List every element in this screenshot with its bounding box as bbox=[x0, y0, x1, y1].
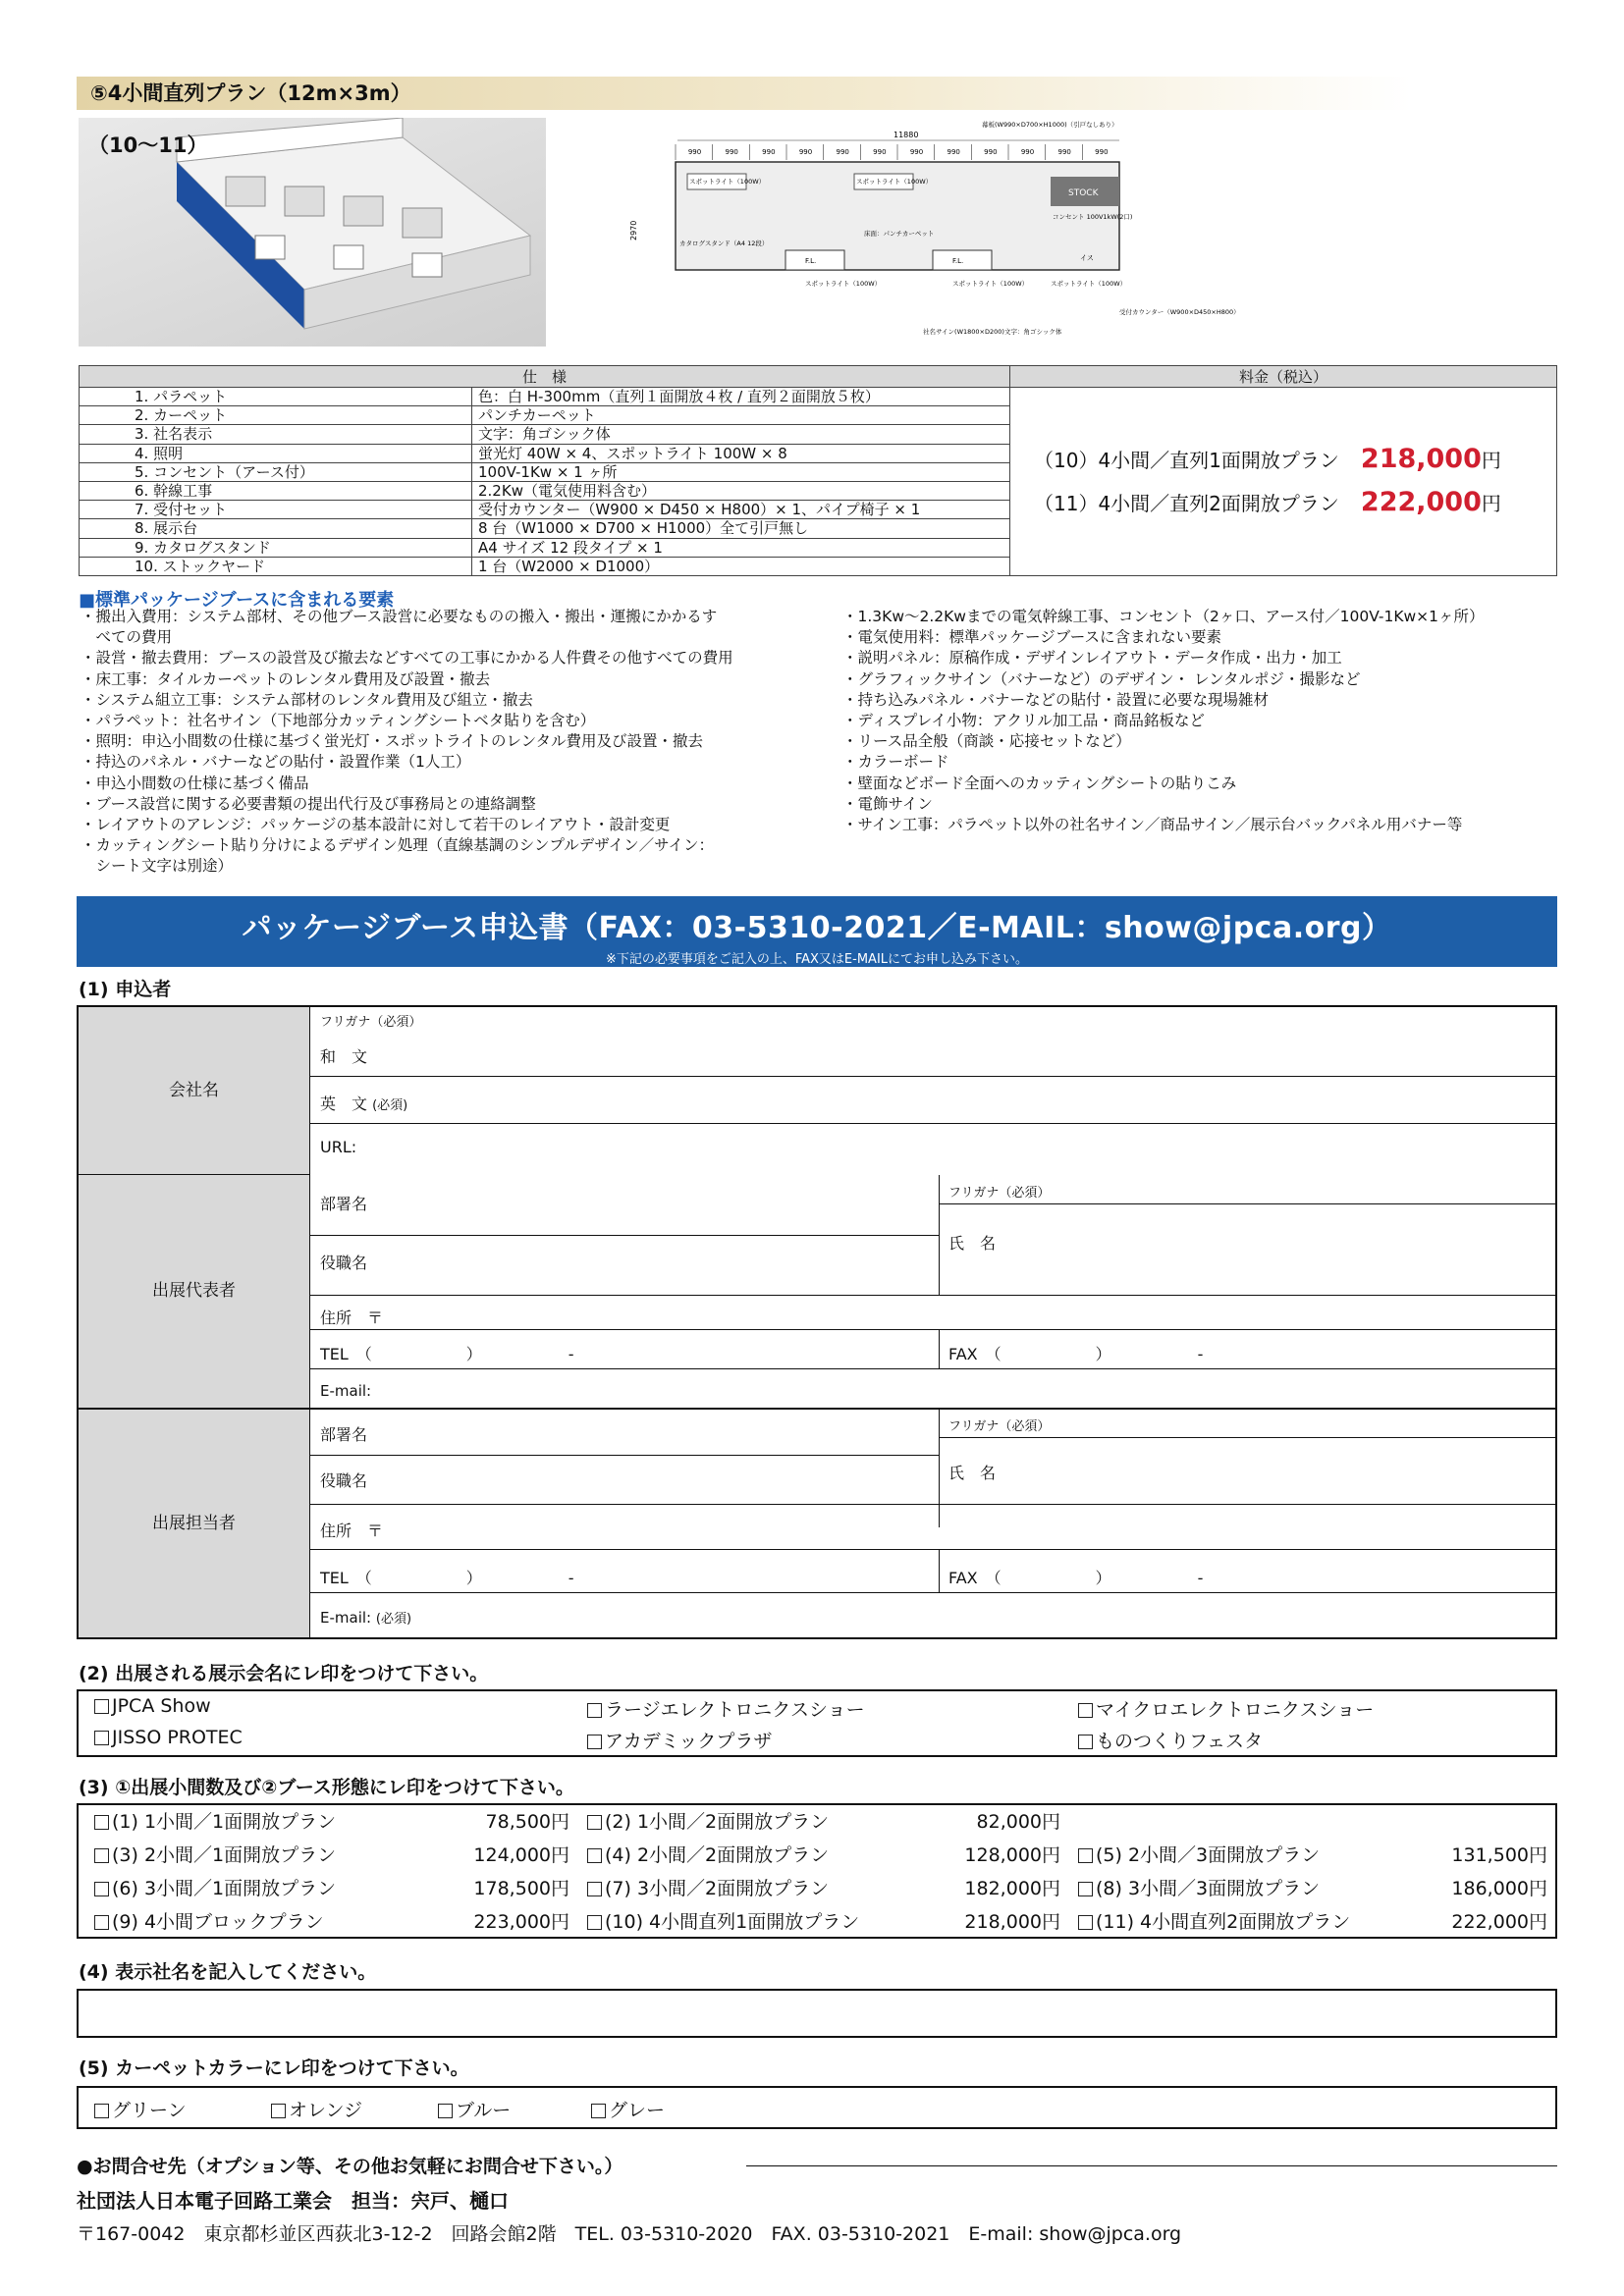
photo-label: （10〜11） bbox=[88, 133, 208, 157]
plan-option-label: (3) 2小間／1面開放プラン bbox=[112, 1844, 337, 1866]
plan-option-label: (9) 4小間ブロックプラン bbox=[112, 1911, 324, 1933]
plan-segment-dim: 990 bbox=[1095, 148, 1109, 156]
floor-plan-diagram bbox=[628, 113, 1237, 353]
rep-furigana: フリガナ（必須） bbox=[948, 1186, 1051, 1201]
plan-option[interactable] bbox=[94, 1872, 569, 1905]
price-amount: 222,000 bbox=[1360, 487, 1482, 518]
plan-option-price: 78,500円 bbox=[485, 1811, 569, 1833]
price-line bbox=[1034, 481, 1556, 524]
show-option[interactable] bbox=[94, 1727, 243, 1748]
company-url-input[interactable] bbox=[373, 1125, 1551, 1170]
company-eibun-input[interactable] bbox=[412, 1078, 1551, 1121]
price-amount: 218,000 bbox=[1360, 444, 1482, 475]
carpet-option-label: ブルー bbox=[456, 2100, 512, 2121]
spec-name: 8. 展示台 bbox=[80, 519, 472, 538]
spec-value: 100V-1Kw × 1 ヶ所 bbox=[472, 462, 1010, 481]
rep-name-label: 氏 名 bbox=[948, 1234, 997, 1253]
plan-option-price: 131,500円 bbox=[1451, 1844, 1547, 1866]
checkbox[interactable] bbox=[587, 1915, 602, 1930]
plan-segment-dim: 990 bbox=[836, 148, 849, 156]
plan-segment-dim: 990 bbox=[873, 148, 887, 156]
company-eibun-label: 英 文 (必須) bbox=[320, 1095, 408, 1113]
spec-value: A4 サイズ 12 段タイプ × 1 bbox=[472, 538, 1010, 557]
plan-segment-dim: 990 bbox=[947, 148, 960, 156]
show-option[interactable] bbox=[1078, 1727, 1263, 1753]
plan-spot-a: スポットライト（100W） bbox=[689, 178, 766, 186]
rep-tel-label: TEL （ ） - bbox=[320, 1345, 574, 1363]
standard-item: ・カラーボード bbox=[842, 753, 949, 772]
checkbox[interactable] bbox=[587, 1735, 602, 1749]
plan-option-label: (1) 1小間／1面開放プラン bbox=[112, 1811, 337, 1833]
rep-title-label: 役職名 bbox=[320, 1254, 368, 1272]
standard-item: ・ディスプレイ小物：アクリル加工品・商品銘板など bbox=[842, 712, 1205, 730]
show-option-label: JISSO PROTEC bbox=[112, 1727, 243, 1748]
rep-label: 出展代表者 bbox=[79, 1175, 310, 1408]
checkbox[interactable] bbox=[1078, 1915, 1093, 1930]
plan-option-price: 186,000円 bbox=[1451, 1878, 1547, 1899]
spec-name: 7. 受付セット bbox=[80, 501, 472, 519]
plan-fl1: F.L. bbox=[805, 257, 817, 265]
banner-title: パッケージブース申込書（FAX：03-5310-2021／E-MAIL：show@jpca.org） bbox=[242, 911, 1392, 945]
carpet-option[interactable] bbox=[438, 2096, 511, 2122]
plan-option-label: (7) 3小間／2面開放プラン bbox=[605, 1878, 830, 1899]
contact-label: 出展担当者 bbox=[79, 1410, 310, 1637]
spec-name: 3. 社名表示 bbox=[80, 425, 472, 444]
company-furigana: フリガナ（必須） bbox=[320, 1015, 422, 1030]
contact-tel-label: TEL （ ） - bbox=[320, 1569, 574, 1587]
plan-option[interactable] bbox=[94, 1839, 569, 1872]
spec-row bbox=[80, 388, 1557, 406]
standard-item: ・1.3Kw〜2.2Kwまでの電気幹線工事、コンセント（2ヶ口、アース付／100V-1Kw×1ヶ所） bbox=[842, 608, 1485, 625]
spec-header: 仕 様 bbox=[80, 366, 1010, 388]
plan-counter: 受付カウンター（W900×D450×H800） bbox=[1119, 308, 1237, 316]
checkbox[interactable] bbox=[587, 1848, 602, 1863]
rep-email-label: E-mail: bbox=[320, 1382, 372, 1400]
applicant-heading: (1) 申込者 bbox=[79, 979, 172, 1000]
spec-name: 9. カタログスタンド bbox=[80, 538, 472, 557]
footer-contact: ●お問合せ先（オプション等、その他お気軽にお問合せ下さい。） bbox=[77, 2156, 623, 2177]
plan-width-dim: 11880 bbox=[893, 131, 919, 139]
applicant-form bbox=[77, 1005, 1557, 1639]
plan-depth-dim: 2970 bbox=[629, 220, 638, 240]
standard-item: べての費用 bbox=[81, 628, 173, 647]
show-option[interactable] bbox=[1078, 1695, 1374, 1722]
spec-value: 8 台（W1000 × D700 × H1000）全て引戸無し bbox=[472, 519, 1010, 538]
checkbox[interactable] bbox=[94, 1848, 109, 1863]
spec-value: 2.2Kw（電気使用料含む） bbox=[472, 481, 1010, 500]
spec-value: 蛍光灯 40W × 4、スポットライト 100W × 8 bbox=[472, 444, 1010, 462]
checkbox[interactable] bbox=[271, 2104, 286, 2118]
show-option-label: アカデミックプラザ bbox=[605, 1731, 773, 1752]
plans-box bbox=[77, 1803, 1557, 1939]
price-label: （11）4小間／直列2面開放プラン bbox=[1034, 492, 1339, 516]
shows-box bbox=[77, 1689, 1557, 1757]
show-option-label: JPCA Show bbox=[112, 1695, 211, 1717]
standard-item: ・設営・撤去費用：ブースの設営及び撤去などすべての工事にかかる人件費その他すべての費用 bbox=[81, 649, 733, 667]
application-banner bbox=[77, 896, 1557, 967]
standard-item: ・サイン工事：パラペット以外の社名サイン／商品サイン／展示台バックパネル用バナー等 bbox=[842, 816, 1463, 834]
show-option[interactable] bbox=[94, 1695, 211, 1717]
standard-item: ・ブース設営に関する必要書類の提出代行及び事務局との連絡調整 bbox=[81, 794, 536, 813]
price-cell bbox=[1010, 388, 1557, 576]
spec-value: パンチカーペット bbox=[472, 406, 1010, 425]
checkbox[interactable] bbox=[1078, 1735, 1093, 1749]
company-url-label: URL: bbox=[320, 1138, 357, 1156]
checkbox[interactable] bbox=[94, 1882, 109, 1896]
checkbox[interactable] bbox=[587, 1882, 602, 1896]
plan-option-price: 178,500円 bbox=[473, 1878, 569, 1899]
plan-sign: 社名サイン(W1800×D200)文字：角ゴシック体 bbox=[923, 328, 1062, 336]
price-unit: 円 bbox=[1481, 492, 1501, 516]
plan-option-label: (8) 3小間／3面開放プラン bbox=[1096, 1878, 1321, 1899]
show-option-label: ものつくりフェスタ bbox=[1096, 1731, 1264, 1752]
footer-org: 社団法人日本電子回路工業会 担当：宍戸、樋口 bbox=[77, 2189, 509, 2213]
spec-value: 1 台（W2000 × D1000） bbox=[472, 557, 1010, 575]
spec-name: 5. コンセント（アース付） bbox=[80, 462, 472, 481]
standard-item: ・持ち込みパネル・バナーなどの貼付・設置に必要な現場雑材 bbox=[842, 690, 1270, 709]
price-unit: 円 bbox=[1481, 449, 1501, 473]
plan-option[interactable] bbox=[587, 1839, 1060, 1872]
spec-name: 4. 照明 bbox=[80, 444, 472, 462]
carpet-option-label: オレンジ bbox=[289, 2100, 363, 2121]
plan-option-price: 128,000円 bbox=[964, 1844, 1060, 1866]
plan-option[interactable] bbox=[587, 1805, 1060, 1839]
show-option-label: ラージエレクトロニクスショー bbox=[605, 1699, 865, 1721]
standard-item: ・システム組立工事：システム部材のレンタル費用及び組立・撤去 bbox=[81, 690, 533, 709]
standard-list-right bbox=[842, 607, 1569, 835]
standard-item: ・持込のパネル・バナーなどの貼付・設置作業（1人工） bbox=[81, 753, 471, 772]
spec-name: 6. 幹線工事 bbox=[80, 481, 472, 500]
plan-option-price: 218,000円 bbox=[964, 1911, 1060, 1933]
checkbox[interactable] bbox=[591, 2104, 606, 2118]
plan-fl2: F.L. bbox=[952, 257, 964, 265]
contact-dept-label: 部署名 bbox=[320, 1425, 368, 1444]
checkbox[interactable] bbox=[587, 1815, 602, 1830]
contact-fax-label: FAX （ ） - bbox=[948, 1569, 1204, 1587]
contact-email-label: E-mail: (必須) bbox=[320, 1609, 412, 1627]
company-wabun-input[interactable] bbox=[403, 1033, 1551, 1072]
plan-option-price: 223,000円 bbox=[473, 1911, 569, 1933]
spec-value: 文字：角ゴシック体 bbox=[472, 425, 1010, 444]
checkbox[interactable] bbox=[1078, 1848, 1093, 1863]
plan-segment-dim: 990 bbox=[798, 148, 813, 156]
plan-option-price: 222,000円 bbox=[1451, 1911, 1547, 1933]
plan-catalog: カタログスタンド（A4 12段） bbox=[679, 240, 769, 247]
plan-option-price: 182,000円 bbox=[964, 1878, 1060, 1899]
carpet-option[interactable] bbox=[271, 2096, 362, 2122]
checkbox[interactable] bbox=[94, 2104, 109, 2118]
spec-table bbox=[79, 365, 1557, 576]
section-title: ⑤4小間直列プラン（12m×3m） bbox=[77, 77, 1412, 110]
plan-option-label: (10) 4小間直列1面開放プラン bbox=[605, 1911, 860, 1933]
plan-spot-c: スポットライト（100W） bbox=[805, 280, 882, 288]
plan-segment-dim: 990 bbox=[687, 148, 702, 156]
standard-list-left bbox=[81, 607, 807, 878]
price-header: 料金（税込） bbox=[1010, 366, 1557, 388]
standard-item: ・照明：申込小間数の仕様に基づく蛍光灯・スポットライトのレンタル費用及び設置・撤去 bbox=[81, 732, 704, 751]
plan-outlet: コンセント 100V1kW(2口) bbox=[1053, 213, 1133, 221]
checkbox[interactable] bbox=[1078, 1882, 1093, 1896]
booth-image bbox=[79, 118, 546, 347]
carpet-heading: (5) カーペットカラーにレ印をつけて下さい。 bbox=[79, 2057, 469, 2079]
display-name-input[interactable] bbox=[77, 1989, 1557, 2038]
carpet-box bbox=[77, 2086, 1557, 2129]
standard-item: ・説明パネル：原稿作成・デザインレイアウト・データ作成・出力・加工 bbox=[842, 649, 1342, 667]
plan-spot-e: スポットライト（100W） bbox=[1051, 280, 1127, 288]
spec-name: 10. ストックヤード bbox=[80, 557, 472, 575]
standard-item: ・パラペット：社名サイン（下地部分カッティングシートベタ貼りを含む） bbox=[81, 712, 596, 730]
plans-heading: (3) ①出展小間数及び②ブース形態にレ印をつけて下さい。 bbox=[79, 1777, 574, 1798]
standard-item: ・電気使用料：標準パッケージブースに含まれない要素 bbox=[842, 628, 1221, 647]
plan-segment-dim: 990 bbox=[909, 148, 924, 156]
plan-option-label: (6) 3小間／1面開放プラン bbox=[112, 1878, 337, 1899]
plan-spot-b: スポットライト（100W） bbox=[856, 178, 933, 186]
plan-option-label: (2) 1小間／2面開放プラン bbox=[605, 1811, 830, 1833]
standard-item: ・カッティングシート貼り分けによるデザイン処理（直線基調のシンプルデザイン／サイン： bbox=[81, 836, 715, 855]
spec-value: 色：白 H-300mm（直列１面開放４枚 / 直列２面開放５枚） bbox=[472, 388, 1010, 406]
standard-item: ・グラフィックサイン（バナーなど）のデザイン・ レンタルポジ・撮影など bbox=[842, 669, 1361, 688]
checkbox[interactable] bbox=[94, 1731, 109, 1745]
standard-item: ・レイアウトのアレンジ：パッケージの基本設計に対して若干のレイアウト・設計変更 bbox=[81, 816, 671, 834]
checkbox[interactable] bbox=[94, 1815, 109, 1830]
rep-fax-label: FAX （ ） - bbox=[948, 1345, 1204, 1363]
shows-heading: (2) 出展される展示会名にレ印をつけて下さい。 bbox=[79, 1663, 489, 1684]
price-line bbox=[1034, 438, 1556, 481]
rep-address-label: 住所 〒 bbox=[320, 1308, 384, 1327]
plan-spot-d: スポットライト（100W） bbox=[952, 280, 1029, 288]
carpet-option[interactable] bbox=[94, 2096, 187, 2122]
plan-segment-dim: 990 bbox=[762, 148, 776, 156]
plan-option-price: 82,000円 bbox=[976, 1811, 1060, 1833]
carpet-option-label: グレー bbox=[609, 2100, 666, 2121]
plan-chair: イス bbox=[1080, 254, 1094, 262]
show-option[interactable] bbox=[587, 1695, 865, 1722]
plan-stock: STOCK bbox=[1068, 188, 1099, 198]
banner-subtitle: ※下記の必要事項をご記入の上、FAX又はE-MAILにてお申し込み下さい。 bbox=[605, 952, 1029, 967]
spec-name: 1. パラペット bbox=[80, 388, 472, 406]
plan-segment-dim: 990 bbox=[984, 148, 998, 156]
spec-name: 2. カーペット bbox=[80, 406, 472, 425]
checkbox[interactable] bbox=[94, 1699, 109, 1714]
contact-furigana: フリガナ（必須） bbox=[948, 1419, 1051, 1434]
standard-item: ・壁面などボード全面へのカッティングシートの貼りこみ bbox=[842, 774, 1237, 792]
standard-item: ・申込小間数の仕様に基づく備品 bbox=[81, 774, 309, 792]
checkbox[interactable] bbox=[1078, 1703, 1093, 1718]
show-option-label: マイクロエレクトロニクスショー bbox=[1096, 1699, 1375, 1721]
plan-option[interactable] bbox=[587, 1872, 1060, 1905]
checkbox[interactable] bbox=[438, 2104, 453, 2118]
contact-address-label: 住所 〒 bbox=[320, 1522, 384, 1540]
plan-option-label: (4) 2小間／2面開放プラン bbox=[605, 1844, 830, 1866]
standard-item: ・電飾サイン bbox=[842, 794, 933, 813]
standard-item: ・リース品全般（商談・応接セットなど） bbox=[842, 732, 1131, 751]
plan-option[interactable] bbox=[1078, 1839, 1547, 1872]
company-wabun-label: 和 文 bbox=[320, 1047, 368, 1066]
plan-option[interactable] bbox=[1078, 1872, 1547, 1905]
show-option[interactable] bbox=[587, 1727, 772, 1753]
plan-carpet: 床面：パンチカーペット bbox=[864, 230, 935, 238]
standard-item: ・床工事：タイルカーペットのレンタル費用及び設置・撤去 bbox=[81, 669, 491, 688]
company-label: 会社名 bbox=[79, 1007, 310, 1174]
plan-segment-dim: 990 bbox=[1057, 148, 1071, 156]
standard-item: ・搬出入費用：システム部材、その他ブース設営に必要なものの搬入・搬出・運搬にかかるす bbox=[81, 608, 718, 625]
price-label: （10）4小間／直列1面開放プラン bbox=[1034, 449, 1339, 473]
carpet-option[interactable] bbox=[591, 2096, 665, 2122]
plan-option-label: (5) 2小間／3面開放プラン bbox=[1096, 1844, 1321, 1866]
plan-option[interactable] bbox=[94, 1905, 569, 1939]
spec-value: 受付カウンター（W900 × D450 × H800）× 1、パイプ椅子 × 1 bbox=[472, 501, 1010, 519]
plan-segment-dim: 990 bbox=[725, 148, 738, 156]
plan-parapet: 幕板(W990×D700×H1000)（引戸なしあり） bbox=[982, 121, 1118, 129]
plan-option-label: (11) 4小間直列2面開放プラン bbox=[1096, 1911, 1351, 1933]
plan-option[interactable] bbox=[1078, 1905, 1547, 1939]
contact-name-label: 氏 名 bbox=[948, 1464, 997, 1482]
plan-option[interactable] bbox=[587, 1905, 1060, 1939]
plan-segment-dim: 990 bbox=[1020, 148, 1035, 156]
standard-title: ■標準パッケージブースに含まれる要素 bbox=[79, 590, 395, 611]
contact-title-label: 役職名 bbox=[320, 1471, 368, 1490]
plan-option-price: 124,000円 bbox=[473, 1844, 569, 1866]
plan-option[interactable] bbox=[94, 1805, 569, 1839]
carpet-option-label: グリーン bbox=[112, 2100, 187, 2121]
standard-item: シート文字は別途） bbox=[81, 857, 234, 876]
checkbox[interactable] bbox=[94, 1915, 109, 1930]
footer-address: 〒167-0042 東京都杉並区西荻北3-12-2 回路会館2階 TEL. 03-5310-2020 FAX. 03-5310-2021 E-mail: show@jpca.org bbox=[77, 2223, 1182, 2245]
rep-dept-label: 部署名 bbox=[320, 1195, 368, 1213]
checkbox[interactable] bbox=[587, 1703, 602, 1718]
display-name-heading: (4) 表示社名を記入してください。 bbox=[79, 1961, 377, 1983]
